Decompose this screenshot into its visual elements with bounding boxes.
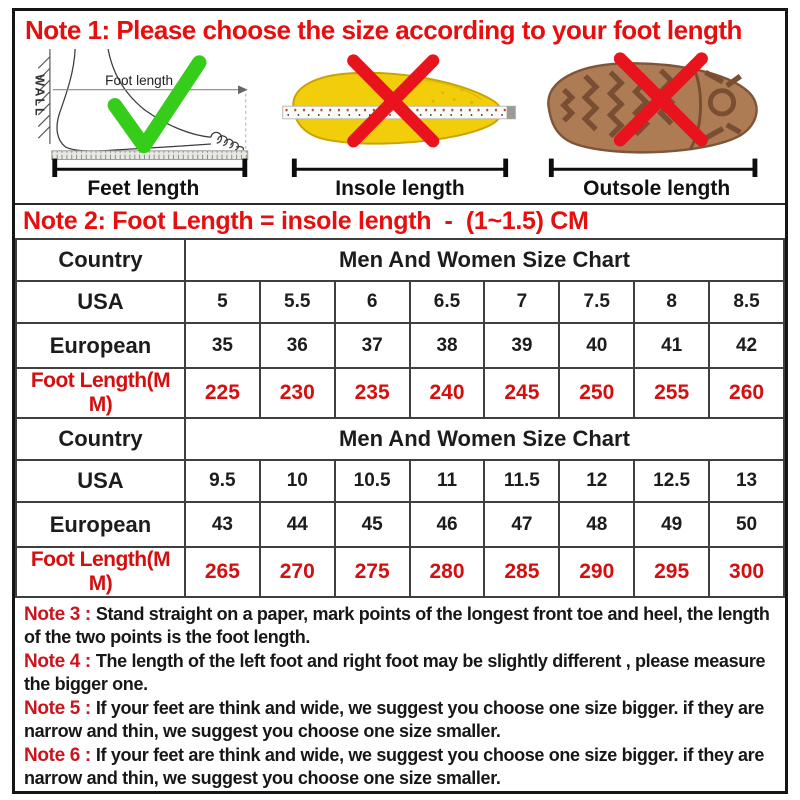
feet-length-illustration bbox=[15, 49, 272, 203]
note-6-prefix: Note 6 : bbox=[24, 745, 91, 766]
row-label: European bbox=[16, 323, 185, 368]
size-chart-title-cell: Men And Women Size Chart bbox=[185, 239, 784, 281]
size-cell: 13 bbox=[709, 460, 784, 502]
table-row bbox=[16, 547, 784, 597]
size-cell: 48 bbox=[559, 502, 634, 547]
measurement-illustrations bbox=[15, 49, 785, 203]
note1-title: Note 1: Please choose the size according to your foot length bbox=[25, 14, 742, 45]
size-cell: 270 bbox=[260, 547, 335, 597]
size-cell: 7.5 bbox=[559, 281, 634, 323]
size-cell: 245 bbox=[484, 368, 559, 418]
outsole-length-illustration bbox=[528, 49, 785, 203]
country-header-cell: Country bbox=[16, 418, 185, 460]
size-cell: 255 bbox=[634, 368, 709, 418]
size-cell: 35 bbox=[185, 323, 260, 368]
feet-length-bracket bbox=[54, 159, 246, 177]
size-cell: 6.5 bbox=[410, 281, 485, 323]
table-row bbox=[16, 323, 784, 368]
size-cell: 41 bbox=[634, 323, 709, 368]
size-table-2 bbox=[15, 417, 785, 598]
size-cell: 295 bbox=[634, 547, 709, 597]
insole-diagram bbox=[275, 49, 525, 177]
size-guide-panel bbox=[12, 8, 788, 794]
wall-label: WALL bbox=[32, 74, 47, 118]
size-cell: 40 bbox=[559, 323, 634, 368]
size-cell: 225 bbox=[185, 368, 260, 418]
table-row bbox=[16, 239, 784, 281]
size-cell: 49 bbox=[634, 502, 709, 547]
ruler-graphic bbox=[52, 151, 248, 160]
row-label: European bbox=[16, 502, 185, 547]
size-cell: 280 bbox=[410, 547, 485, 597]
size-cell: 36 bbox=[260, 323, 335, 368]
foot-measure-diagram bbox=[18, 49, 268, 177]
row-label: Foot Length(M M) bbox=[16, 368, 185, 418]
feet-length-caption: Feet length bbox=[87, 177, 200, 201]
size-table-1 bbox=[15, 238, 785, 419]
size-chart-title-cell: Men And Women Size Chart bbox=[185, 418, 784, 460]
note-4-prefix: Note 4 : bbox=[24, 651, 91, 672]
country-header-cell: Country bbox=[16, 239, 185, 281]
outsole-diagram bbox=[532, 49, 782, 177]
notes-section bbox=[15, 598, 785, 791]
size-cell: 12.5 bbox=[634, 460, 709, 502]
foot-length-label: Foot length bbox=[105, 73, 174, 89]
size-cell: 265 bbox=[185, 547, 260, 597]
note-6 bbox=[24, 744, 776, 790]
note-5 bbox=[24, 697, 776, 743]
size-cell: 11 bbox=[410, 460, 485, 502]
size-cell: 47 bbox=[484, 502, 559, 547]
size-cell: 45 bbox=[335, 502, 410, 547]
size-cell: 11.5 bbox=[484, 460, 559, 502]
outsole-length-caption: Outsole length bbox=[583, 177, 731, 201]
table-row bbox=[16, 281, 784, 323]
note2-banner: Note 2: Foot Length = insole length - (1~1.5) CM bbox=[15, 203, 785, 238]
note-6-text: If your feet are think and wide, we suggest you choose one size bigger. if they are narrow and thin, we suggest you choose one size smaller. bbox=[24, 745, 764, 788]
size-cell: 39 bbox=[484, 323, 559, 368]
outsole-length-bracket bbox=[550, 159, 756, 177]
note-3-prefix: Note 3 : bbox=[24, 604, 91, 625]
insole-length-bracket bbox=[293, 159, 506, 177]
note-3 bbox=[24, 603, 776, 649]
size-cell: 10.5 bbox=[335, 460, 410, 502]
size-cell: 5.5 bbox=[260, 281, 335, 323]
note-4-text: The length of the left foot and right foot may be slightly different , please measure the bigger one. bbox=[24, 651, 766, 694]
size-cell: 250 bbox=[559, 368, 634, 418]
row-label: USA bbox=[16, 460, 185, 502]
size-cell: 10 bbox=[260, 460, 335, 502]
note-3-text: Stand straight on a paper, mark points of the longest front toe and heel, the length of the two points is the foot length. bbox=[24, 604, 770, 647]
size-cell: 300 bbox=[709, 547, 784, 597]
size-cell: 290 bbox=[559, 547, 634, 597]
table-row bbox=[16, 502, 784, 547]
table-row bbox=[16, 418, 784, 460]
note-5-prefix: Note 5 : bbox=[24, 698, 91, 719]
table-row bbox=[16, 368, 784, 418]
row-label: USA bbox=[16, 281, 185, 323]
size-cell: 8.5 bbox=[709, 281, 784, 323]
size-cell: 240 bbox=[410, 368, 485, 418]
size-cell: 230 bbox=[260, 368, 335, 418]
note-4 bbox=[24, 650, 776, 696]
size-cell: 5 bbox=[185, 281, 260, 323]
size-cell: 46 bbox=[410, 502, 485, 547]
size-cell: 44 bbox=[260, 502, 335, 547]
size-cell: 235 bbox=[335, 368, 410, 418]
row-label: Foot Length(M M) bbox=[16, 547, 185, 597]
size-cell: 260 bbox=[709, 368, 784, 418]
size-cell: 12 bbox=[559, 460, 634, 502]
size-cell: 42 bbox=[709, 323, 784, 368]
size-cell: 50 bbox=[709, 502, 784, 547]
insole-length-illustration bbox=[272, 49, 529, 203]
insole-length-caption: Insole length bbox=[335, 177, 465, 201]
size-cell: 9.5 bbox=[185, 460, 260, 502]
size-cell: 38 bbox=[410, 323, 485, 368]
table-row bbox=[16, 460, 784, 502]
size-cell: 8 bbox=[634, 281, 709, 323]
size-cell: 6 bbox=[335, 281, 410, 323]
size-cell: 37 bbox=[335, 323, 410, 368]
size-cell: 43 bbox=[185, 502, 260, 547]
size-cell: 7 bbox=[484, 281, 559, 323]
size-cell: 275 bbox=[335, 547, 410, 597]
note-5-text: If your feet are think and wide, we suggest you choose one size bigger. if they are narrow and thin, we suggest you choose one size smaller. bbox=[24, 698, 764, 741]
size-cell: 285 bbox=[484, 547, 559, 597]
